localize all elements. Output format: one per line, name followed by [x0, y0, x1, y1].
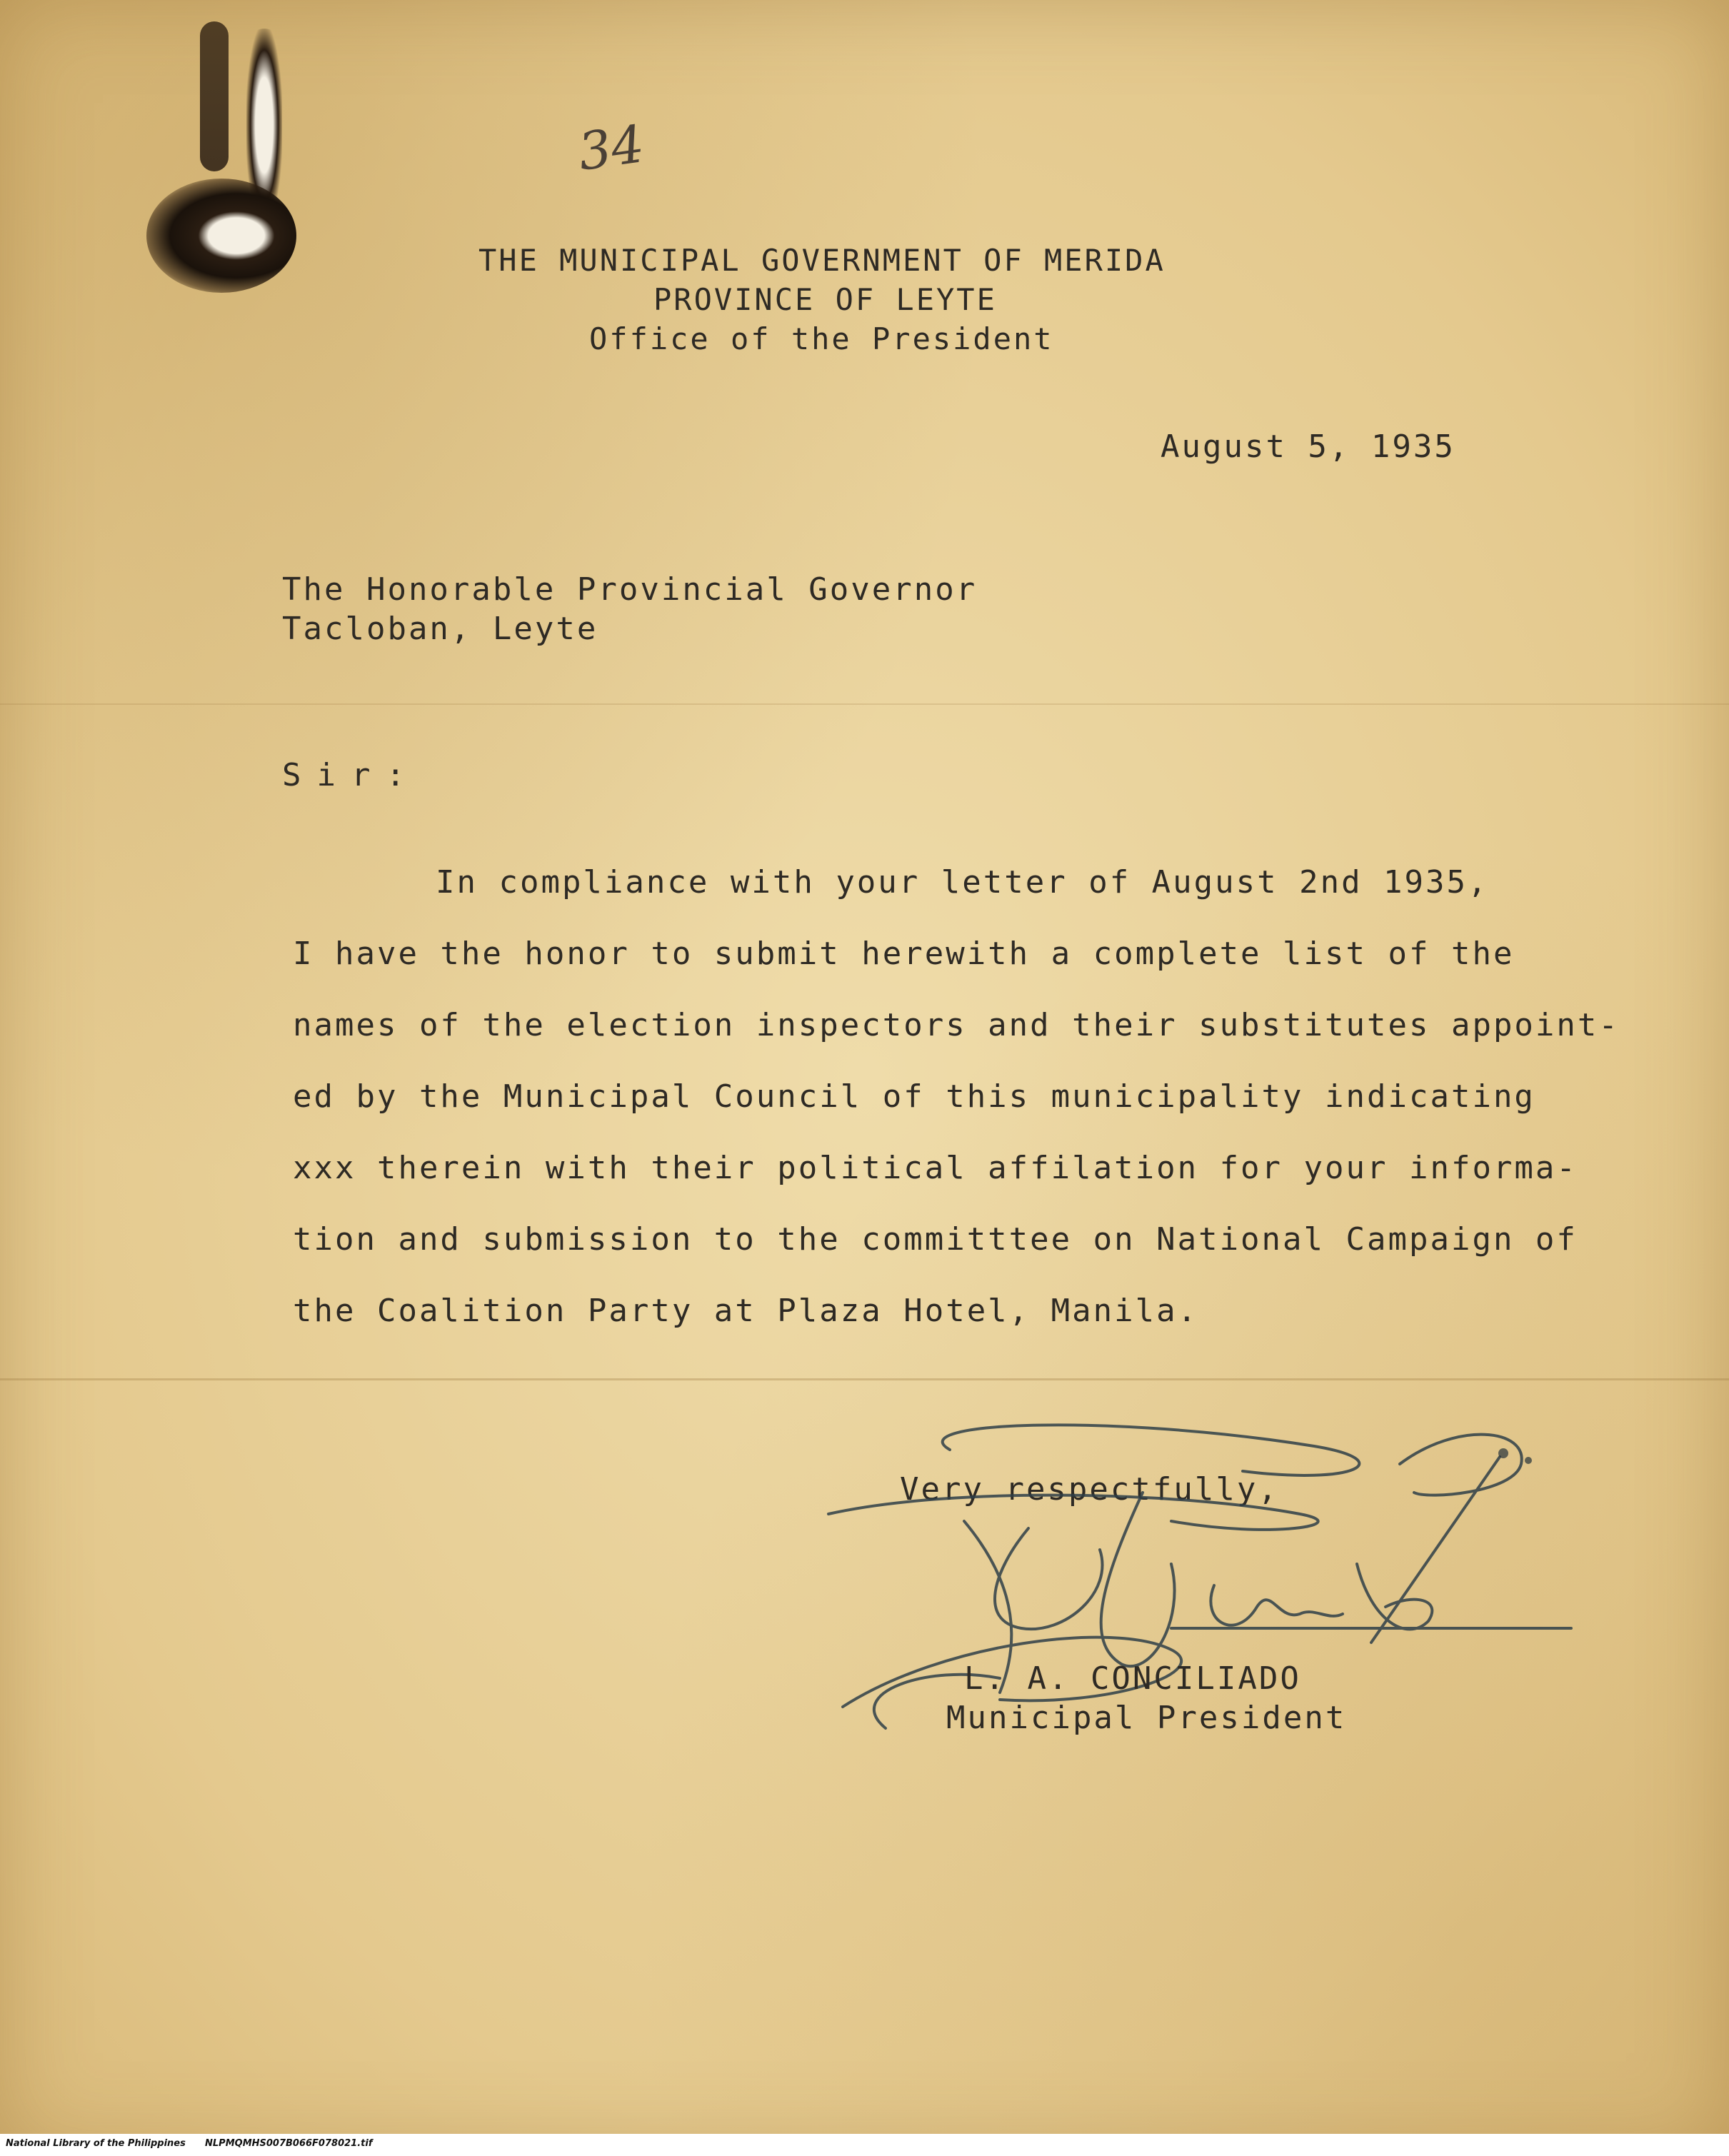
closing-phrase: Very respectfully, [900, 1471, 1279, 1508]
body-line: In compliance with your letter of August 2nd 1935, [436, 864, 1489, 901]
archive-source: National Library of the Philippines [6, 2138, 186, 2149]
folio-number: 34 [574, 114, 648, 182]
salutation: Sir: [282, 757, 421, 793]
archive-footer [6, 2138, 372, 2149]
addressee-location: Tacloban, Leyte [282, 611, 598, 647]
body-line: xxx therein with their political affilation for your informa- [293, 1150, 1578, 1186]
letter-date: August 5, 1935 [1161, 428, 1455, 465]
body-line: ed by the Municipal Council of this municipality indicating [293, 1078, 1535, 1115]
signatory-title: Municipal President [946, 1700, 1347, 1736]
letterhead-municipality: THE MUNICIPAL GOVERNMENT OF MERIDA [478, 243, 1166, 278]
signatory-name: L. A. CONCILIADO [964, 1660, 1301, 1697]
body-line: the Coalition Party at Plaza Hotel, Manila. [293, 1293, 1199, 1329]
burn-mark [200, 21, 229, 171]
paper-fold-lower [0, 1378, 1729, 1380]
letterhead-province: PROVINCE OF LEYTE [653, 282, 997, 317]
paper-fold-upper [0, 703, 1729, 705]
burn-hole-large [146, 179, 296, 293]
letterhead-office: Office of the President [589, 321, 1054, 356]
archive-file-id: NLPMQMHS007B066F078021.tif [205, 2138, 373, 2149]
addressee-title: The Honorable Provincial Governor [282, 571, 978, 608]
body-line: I have the honor to submit herewith a complete list of the [293, 936, 1515, 972]
body-line: names of the election inspectors and their substitutes appoint- [293, 1007, 1620, 1043]
body-line: tion and submission to the committtee on National Campaign of [293, 1221, 1578, 1258]
